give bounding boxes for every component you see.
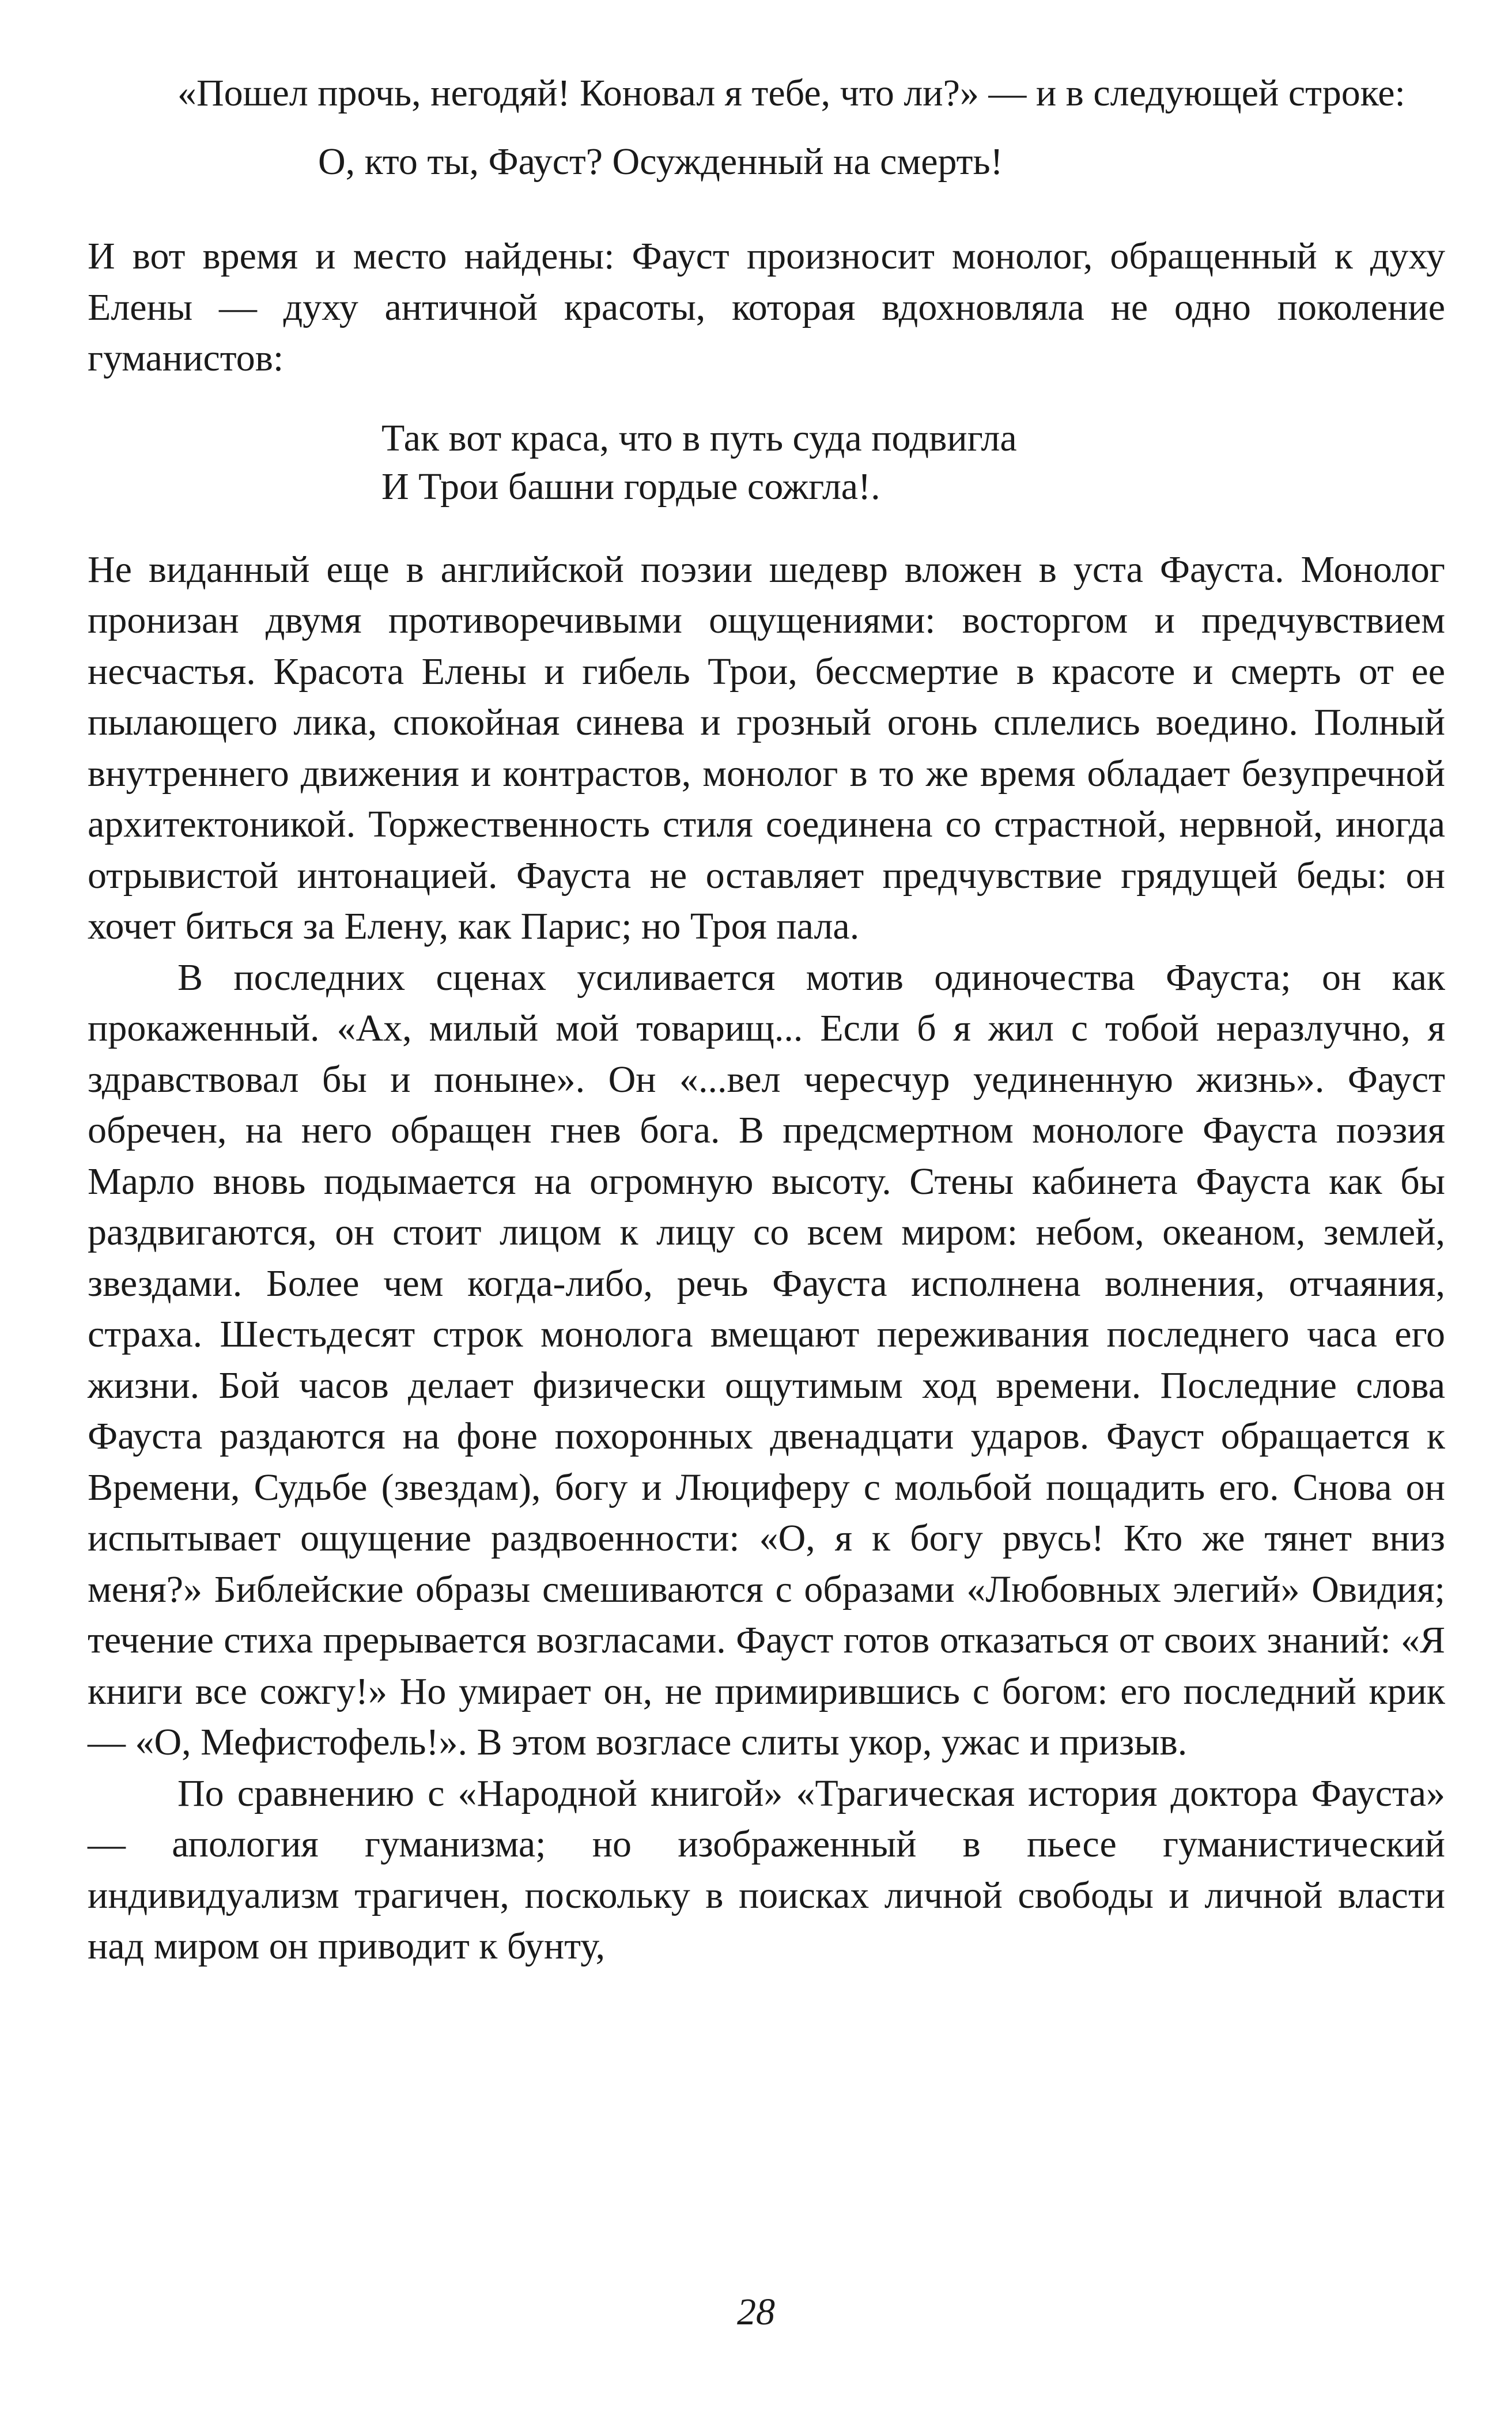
- verse-quote-helen: Так вот краса, что в путь суда подвигла И Трои башни гордые сожгла!.: [381, 417, 1017, 508]
- paragraph-helen-monologue: И вот время и место найдены: Фауст произносит монолог, обращенный к духу Елены — духу античной красоты, которая вдохновляла не одно поколение гуманистов:: [88, 235, 1445, 379]
- paragraph-comparison: По сравнению с «Народной книгой» «Трагическая история доктора Фауста» — апология гуманизма; но изображенный в пьесе гуманистический индивидуализм трагичен, поскольку в поисках личной свободы и личной власти над миром он приводит к бунту,: [88, 1772, 1445, 1967]
- verse-quote-faust: О, кто ты, Фауст? Осужденный на смерть!: [318, 140, 1003, 183]
- paragraph-masterpiece: Не виданный еще в английской поэзии шедевр вложен в уста Фауста. Монолог пронизан двумя противоречивыми ощущениями: восторгом и предчувствием несчастья. Красота Елены и гибель Трои, бессмертие в красоте и смерть от ее пылающего лика, спокойная синева и грозный огонь сплелись воедино. Полный внутреннего движения и контрастов, монолог в то же время обладает безупречной архитектоникой. Торжественность стиля соединена со страстной, нервной, иногда отрывистой интонацией. Фауста не оставляет предчувствие грядущей беды: он хочет биться за Елену, как Парис; но Троя пала.: [88, 548, 1445, 947]
- book-page: [88, 68, 1445, 1972]
- paragraph-last-scenes: В последних сценах усиливается мотив одиночества Фауста; он как прокаженный. «Ах, милый мой товарищ... Если б я жил с тобой неразлучно, я здравствовал бы и поныне». Он «...вел чересчур уединенную жизнь». Фауст обречен, на него обращен гнев бога. В предсмертном монологе Фауста поэзия Марло вновь подымается на огромную высоту. Стены кабинета Фауста как бы раздвигаются, он стоит лицом к лицу со всем миром: небом, океаном, землей, звездами. Более чем когда-либо, речь Фауста исполнена волнения, отчаяния, страха. Шестьдесят строк монолога вмещают переживания последнего часа его жизни. Бой часов делает физически ощутимым ход времени. Последние слова Фауста раздаются на фоне похоронных двенадцати ударов. Фауст обращается к Времени, Судьбе (звездам), богу и Люциферу с мольбой пощадить его. Снова он испытывает ощущение раздвоенности: «О, я к богу рвусь! Кто же тянет вниз меня?» Библейские образы смешиваются с образами «Любовных элегий» Овидия; течение стиха прерывается возгласами. Фауст готов отказаться от своих знаний: «Я книги все сожгу!» Но умирает он, не примирившись с богом: его последний крик — «О, Мефистофель!». В этом возгласе слиты укор, ужас и призыв.: [88, 956, 1445, 1763]
- paragraph-intro: «Пошел прочь, негодяй! Коновал я тебе, что ли?» — и в следующей строке:: [177, 72, 1405, 114]
- page-number: 28: [737, 2291, 775, 2333]
